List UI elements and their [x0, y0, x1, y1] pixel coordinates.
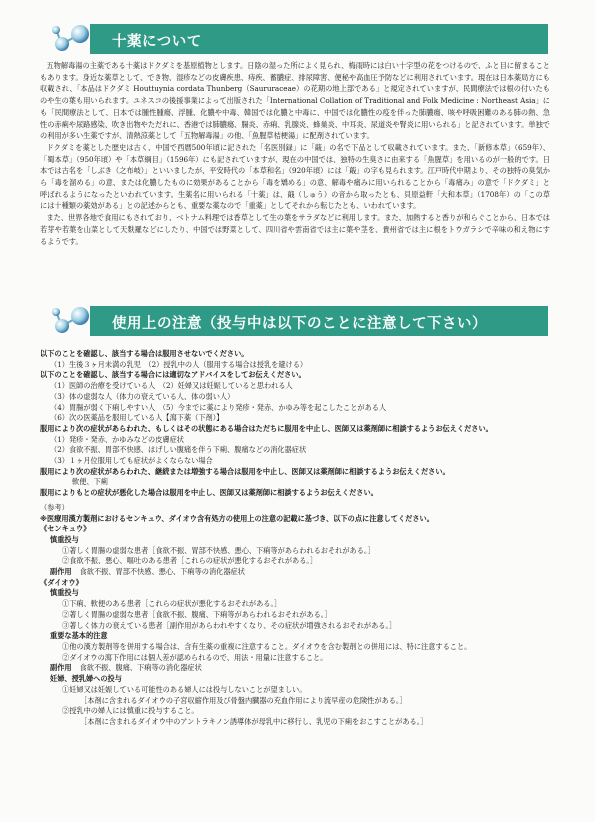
side-effect-label: 副作用 — [50, 663, 72, 673]
side-effect-row — [40, 567, 555, 578]
precaution-item: ［本剤に含まれるダイオウ中のアントラキノン誘導体が母乳中に移行し、乳児の下痢をおこすことがある。］ — [80, 716, 428, 726]
side-effect-row — [40, 663, 555, 674]
precaution-item: ③著しく体力の衰えている患者［副作用があらわれやすくなり、その症状が増強されるおそれがある。］ — [62, 620, 397, 630]
section-title: 使用上の注意（投与中は以下のことに注意して下さい） — [112, 316, 487, 332]
precaution-item: ［本剤に含まれるダイオウの子宮収縮作用及び骨盤内臓器の充血作用により流早産の危険性がある。］ — [80, 695, 407, 705]
precaution-heading: 重要な基本的注意 — [50, 631, 108, 641]
precaution-item: （1）生後３ヶ月未満の乳児 （2）授乳中の人（服用する場合は授乳を避ける） — [50, 359, 308, 369]
precaution-item: （4）胃腸が弱く下痢しやすい人 （5）今までに薬により発疹・発赤、かゆみ等を起こしたことがある人 — [50, 402, 387, 412]
precaution-heading: 《センキュウ》 — [40, 524, 91, 534]
precaution-heading: 以下のことを確認し、該当する場合は服用させないでください。 — [40, 349, 249, 358]
precautions-list — [40, 349, 555, 728]
precaution-item: ①下痢、軟便のある患者［これらの症状が悪化するおそれがある。］ — [62, 599, 282, 609]
precaution-heading: 慎重投与 — [50, 588, 79, 598]
precaution-item: （3）１ヶ月位服用しても症状がよくならない場合 — [50, 456, 213, 466]
side-effect-text: 食欲不振、胃部不快感、悪心、下痢等の消化器症状 — [79, 567, 245, 577]
precaution-heading: 以下のことを確認し、該当する場合には適切なアドバイスをしてお伝えください。 — [40, 370, 306, 380]
precaution-item: （2）食欲不振、胃部不快感、はげしい腹痛を伴う下痢、腹痛などの消化器症状 — [50, 445, 307, 455]
precaution-heading: 服用により次の症状があらわれた、もしくはその状態にある場合はただちに服用を中止し、医師又は薬剤師に相談するようお伝えください。 — [40, 423, 493, 433]
precaution-item: ①著しく胃腸の虚弱な患者［食欲不振、胃部不快感、悪心、下痢等があらわれるおそれがある。］ — [62, 545, 375, 555]
precaution-heading: 服用により次の症状があらわれた、継続または増強する場合は服用を中止し、医師又は薬剤師に相談するようお伝えください。 — [40, 466, 450, 476]
precaution-heading: 服用によりもとの症状が悪化した場合は服用を中止し、医師又は薬剤師に相談するようお伝えください。 — [40, 488, 378, 498]
precaution-item: ②ダイオウの瀉下作用には個人差が認められるので、用法・用量に注意すること。 — [62, 652, 328, 662]
paragraph: 五物解毒湯の主薬である十薬はドクダミを基原植物とします。日陰の湿った所によく見られ、梅雨時には白い十字型の花をつけるので、ふと目に留まることもあります。身近な薬草として、でき物、湿疹などの皮膚疾患、痔疾、蓄膿症、排尿障害、便秘や高血圧予防などに利用されています。現在は日本薬局方にも収載され、「本品はドクダミ Houttuynia cordata Thunberg（Saururaceae）の花期の地上部である」と規定されていますが、民間療法では根の付いたものや生の葉も用いられます。ユネスコの後援事業によって出版された「International Collation of Traditional and Folk Medicine : Northeast Asia」にも「民間療法として、日本では腫性腫瘍、浮腫、化膿や中毒、韓国では化膿と中毒に、中国では化膿性の疫を伴った肺膿瘍、咳や呼吸困難のある肺の熱、急性の赤痢や尿路感染、吹き出物やただれに、香港では肺膿瘍、腸炎、赤痢、乳腺炎、蜂巣炎、中耳炎、尿道炎や腎炎に用いられる」と記されています。単独での利用が多い生薬ですが、清熱涼薬として「五物解毒湯」の他、「魚腥草桔梗湯」に配剤されています。 — [40, 61, 550, 141]
side-effect-label: 副作用 — [50, 567, 72, 577]
paragraph: ドクダミを薬とした歴史は古く、中国で西暦500年頃に記された「名医別録」に「蕺」の名で下品として収載されています。また、「新修本草」（659年）、「蜀本草」（950年頃）や「本草綱目」（1596年）にも記されていますが、現在の中国では、独特の生臭さに由来する「魚腥草」を用いるのが一般的です。日本では古名を「しぶき（之布岐）」といいましたが、平安時代の「本草和名」（920年頃）には「蕺」の字も見られます。江戸時代中期より、その独特の臭気から「毒を溜める」の意、または化膿したものに効果があることから「毒を矯める」の意、解毒や痛みに用いられることから「毒痛み」の意で「ドクダミ」と呼ばれるようになったといわれています。生薬名に用いられる「十薬」は、蕺（しゅう）の音から取ったとも、貝原益軒「大和本草」（1708年）の「この草には十種類の薬効がある」との記述からとも、重要な薬なので「重薬」としてそれから転じたとも、いわれています。 — [40, 142, 550, 211]
precaution-item: ②著しく胃腸の虚弱な患者［食欲不振、腹痛、下痢等があらわれるおそれがある。］ — [62, 609, 332, 619]
precaution-item: （1）医師の治療を受けている人 （2）妊婦又は妊娠していると思われる人 — [50, 381, 293, 391]
precaution-item: ①他の漢方製剤等を併用する場合は、含有生薬の重複に注意すること。ダイオウを含む製剤との併用には、特に注意すること。 — [62, 641, 472, 651]
precaution-heading: ※医療用漢方製剤におけるセンキュウ、ダイオウ含有処方の使用上の注意の記載に基づき、以下の点に注意してください。 — [40, 513, 434, 523]
precaution-item: （参考） — [40, 502, 69, 512]
juyaku-description — [40, 60, 550, 247]
precaution-item: ①妊婦又は妊娠している可能性のある婦人には投与しないことが望ましい。 — [62, 684, 307, 694]
section-header-precautions — [50, 306, 548, 338]
precaution-item: （3）体の虚弱な人（体力の衰えている人、体の弱い人） — [50, 391, 235, 401]
precaution-heading: 妊婦、授乳婦への投与 — [50, 674, 122, 684]
precaution-item: 軟便、下痢 — [72, 477, 108, 487]
precaution-item: （6）次の医薬品を服用している人【瀉下薬（下剤）】 — [50, 413, 224, 423]
precaution-item: ②授乳中の婦人には慎重に投与すること。 — [62, 706, 199, 716]
paragraph: また、世界各地で食用にもされており、ベトナム料理では香草として生の葉をサラダなどに利用します。また、加熱すると香りが和らぐことから、日本では若芽や若葉を山菜として天麩羅などにしたり、中国では野菜として、四川省や雲南省では主に葉や茎を、貴州省では主に根をトウガラシで辛味の和え物にするようです。 — [40, 213, 550, 246]
precaution-item: ②食欲不振、悪心、嘔吐のある患者［これらの症状が悪化するおそれがある。］ — [62, 556, 318, 566]
precaution-item: （1）発疹・発赤、かゆみなどの皮膚症状 — [50, 434, 184, 444]
section-header-juyaku — [50, 24, 548, 56]
section-title: 十薬について — [112, 34, 202, 50]
precaution-heading: 慎重投与 — [50, 534, 79, 544]
precaution-heading: 《ダイオウ》 — [40, 577, 83, 587]
side-effect-text: 食欲不振、腹痛、下痢等の消化器症状 — [79, 663, 202, 673]
